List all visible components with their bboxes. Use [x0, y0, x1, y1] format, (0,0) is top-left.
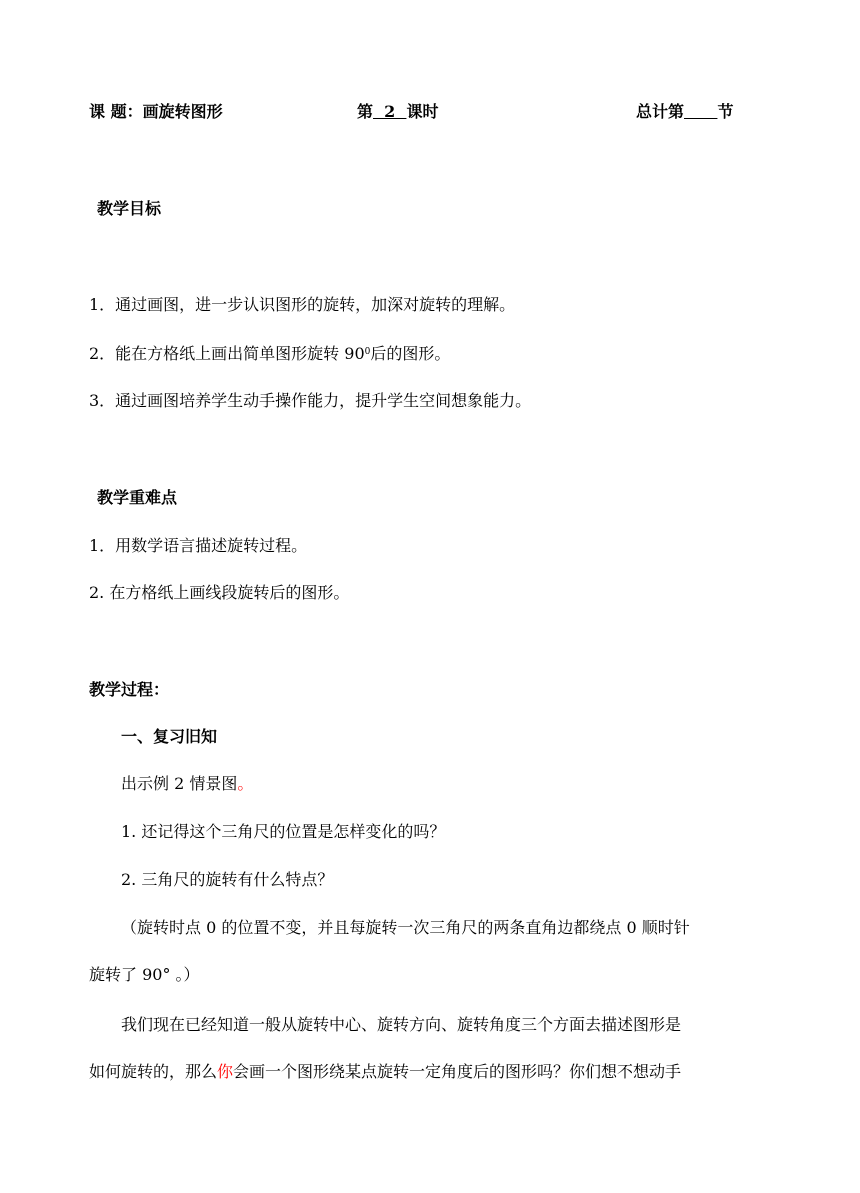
degree-mark: 0	[364, 347, 371, 357]
total-suffix: 节	[717, 102, 734, 121]
show-example-period: 。	[237, 774, 254, 793]
answer-line-2: 旋转了 90° 。）	[89, 965, 200, 984]
answer-line-1: （旋转时点 0 的位置不变，并且每旋转一次三角尺的两条直角边都绕点 0 顺时针	[121, 918, 690, 937]
paragraph-line-2-end: 会画一个图形绕某点旋转一定角度后的图形吗？你们想不想动手	[233, 1062, 682, 1081]
paragraph-line-2-start: 如何旋转的，那么	[89, 1062, 218, 1081]
total-blank	[684, 102, 717, 121]
topic-title	[89, 101, 223, 123]
paragraph-line-2	[89, 1061, 681, 1083]
topic-name: 画旋转图形	[142, 102, 223, 121]
topic-prefix: 课 题：	[89, 102, 143, 121]
keypoints-heading: 教学重难点	[97, 488, 178, 507]
keypoint-item-2: 2. 在方格纸上画线段旋转后的图形。	[89, 583, 350, 602]
keypoint-item-1: 1．用数学语言描述旋转过程。	[89, 536, 308, 555]
lesson-number: 2	[373, 102, 407, 121]
goal-item-2-text: 2．能在方格纸上画出简单图形旋转 90	[89, 344, 365, 363]
section-review-title: 一、复习旧知	[121, 727, 218, 746]
show-example-text: 出示例 2 情景图	[121, 774, 238, 793]
lesson-suffix: 课时	[406, 102, 439, 121]
goal-item-1: 1．通过画图，进一步认识图形的旋转，加深对旋转的理解。	[89, 295, 516, 314]
goal-item-2-tail: 后的图形。	[370, 344, 451, 363]
question-1: 1. 还记得这个三角尺的位置是怎样变化的吗？	[121, 822, 446, 841]
show-example-line	[121, 773, 253, 795]
question-2: 2. 三角尺的旋转有什么特点？	[121, 870, 334, 889]
lesson-prefix: 第	[357, 102, 374, 121]
goal-item-2	[89, 343, 450, 365]
paragraph-line-1: 我们现在已经知道一般从旋转中心、旋转方向、旋转角度三个方面去描述图形是	[121, 1015, 682, 1034]
total-count	[636, 101, 733, 123]
lesson-count	[357, 101, 438, 123]
goal-item-3: 3．通过画图培养学生动手操作能力，提升学生空间想象能力。	[89, 391, 532, 410]
highlighted-word: 你	[217, 1062, 234, 1081]
goals-heading: 教学目标	[97, 199, 162, 218]
process-heading: 教学过程：	[89, 680, 170, 699]
total-prefix: 总计第	[636, 102, 685, 121]
